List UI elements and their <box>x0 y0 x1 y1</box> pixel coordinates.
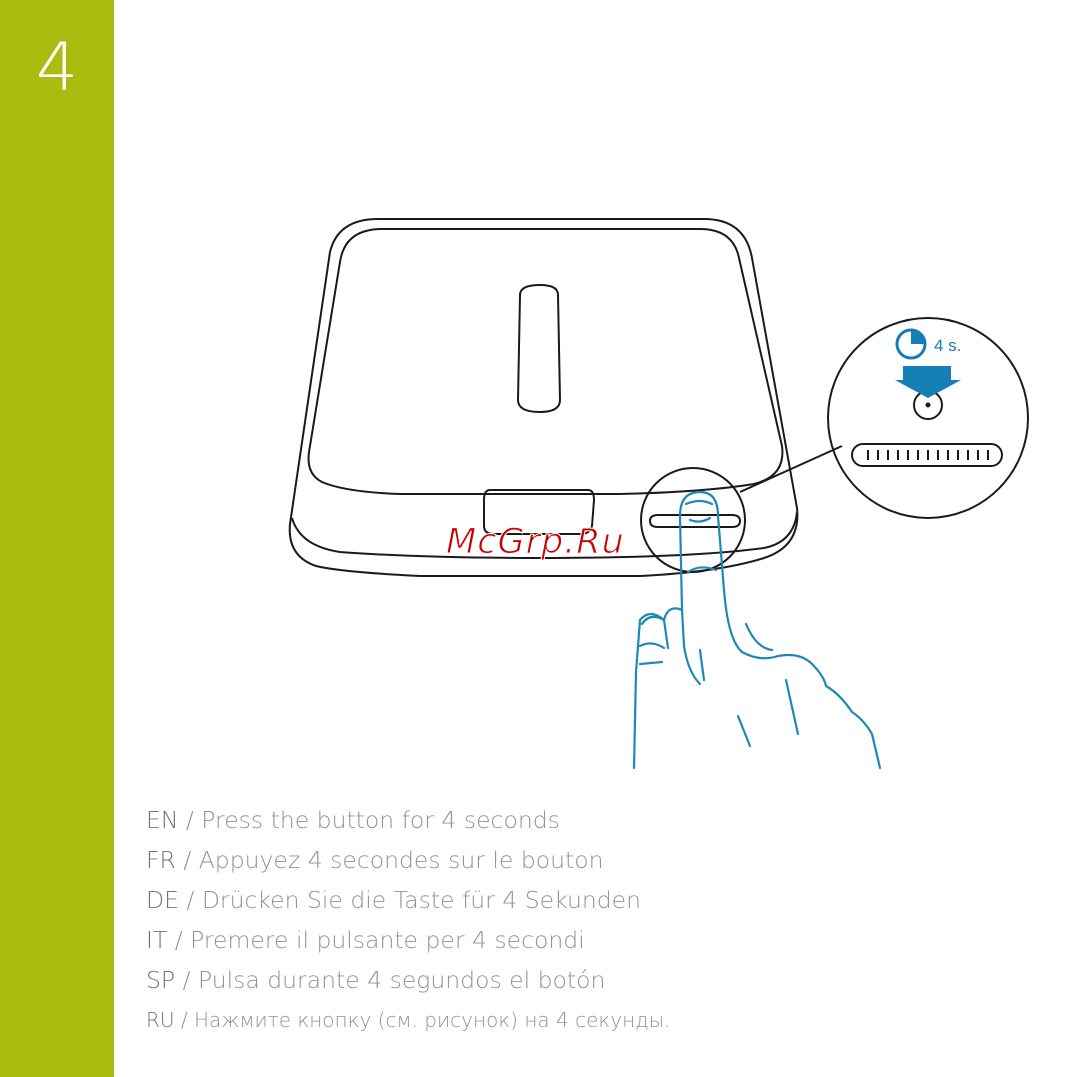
instruction-it: IT / Premere il pulsante per 4 secondi <box>146 926 585 954</box>
instruction-text: Appuyez 4 secondes sur le bouton <box>198 846 604 874</box>
press-down-arrow <box>895 366 961 398</box>
lang-code: SP <box>146 966 176 994</box>
watermark-text: McGrp.Ru <box>446 522 625 562</box>
instruction-fr: FR / Appuyez 4 secondes sur le bouton <box>146 846 604 874</box>
device-top-surface <box>309 229 783 494</box>
instruction-ru: RU / Нажмите кнопку (см. рисунок) на 4 секунды. <box>146 1008 671 1032</box>
instruction-text: Pulsa durante 4 segundos el botón <box>197 966 606 994</box>
instruction-text: Press the button for 4 seconds <box>201 806 560 834</box>
timer-icon <box>897 330 925 358</box>
instructions-list <box>146 800 670 1040</box>
instruction-sp: SP / Pulsa durante 4 segundos el botón <box>146 966 606 994</box>
timer-label: 4 s. <box>934 336 962 355</box>
instruction-text: Drücken Sie die Taste für 4 Sekunden <box>201 886 642 914</box>
instruction-text: Premere il pulsante per 4 secondi <box>190 926 585 954</box>
lang-code: FR <box>146 846 176 874</box>
lang-code: DE <box>146 886 179 914</box>
lang-code: RU <box>146 1008 175 1032</box>
pressing-hand <box>634 492 880 768</box>
lang-code: EN <box>146 806 179 834</box>
instruction-en: EN / Press the button for 4 seconds <box>146 806 560 834</box>
lang-code: IT <box>146 926 168 954</box>
cable-slot <box>518 285 560 412</box>
instruction-de: DE / Drücken Sie die Taste für 4 Sekunden <box>146 886 642 914</box>
step-number: 4 <box>36 29 78 106</box>
instruction-text: Нажмите кнопку (см. рисунок) на 4 секунды. <box>194 1008 671 1032</box>
